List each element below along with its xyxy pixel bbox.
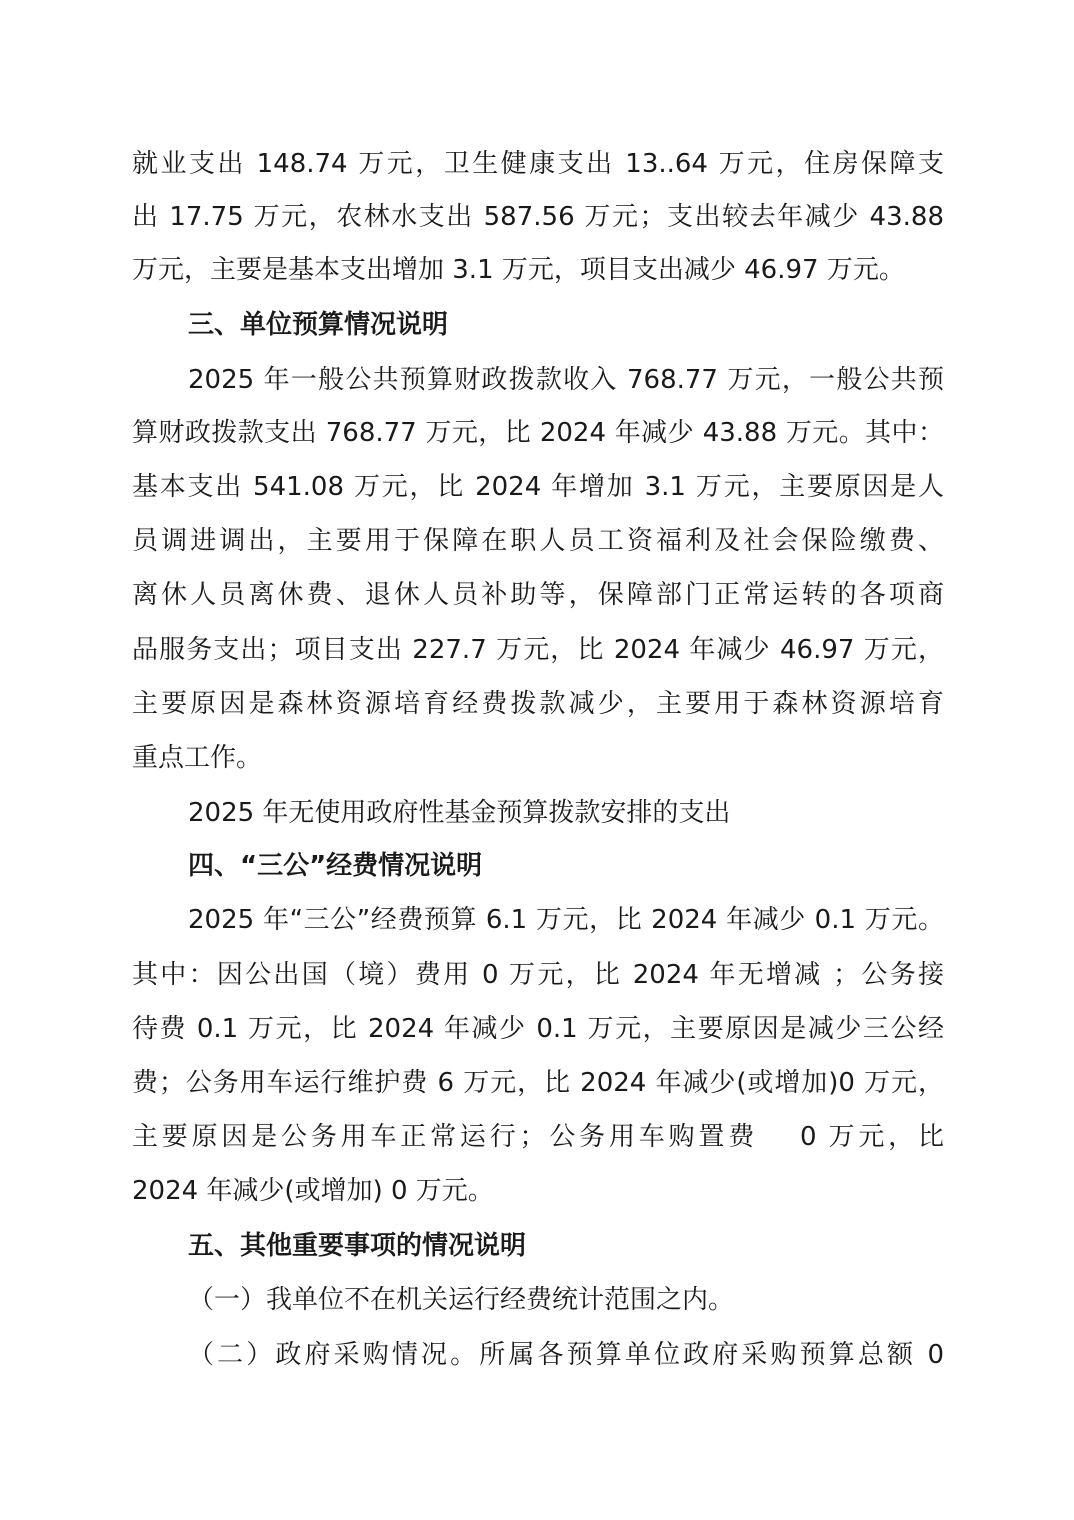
list-item: （二）政府采购情况。所属各预算单位政府采购预算总额 0 — [188, 1340, 944, 1370]
paragraph-line: 主要原因是公务用车正常运行；公务用车购置费 0 万元，比 — [132, 1122, 944, 1152]
section-heading: 四、“三公”经费情况说明 — [188, 851, 483, 881]
paragraph-line: 2025 年无使用政府性基金预算拨款安排的支出 — [188, 798, 731, 828]
paragraph-line: 待费 0.1 万元，比 2024 年减少 0.1 万元，主要原因是减少三公经 — [132, 1014, 944, 1044]
paragraph-line: 算财政拨款支出 768.77 万元，比 2024 年减少 43.88 万元。其中： — [132, 418, 944, 448]
section-heading: 三、单位预算情况说明 — [188, 310, 449, 340]
paragraph-line: 2024 年减少(或增加) 0 万元。 — [132, 1176, 494, 1206]
paragraph-line: 出 17.75 万元，农林水支出 587.56 万元；支出较去年减少 43.88 — [132, 202, 944, 232]
paragraph-line: 其中：因公出国（境）费用 0 万元，比 2024 年无增减 ；公务接 — [132, 960, 944, 990]
paragraph-line: 离休人员离休费、退休人员补助等，保障部门正常运转的各项商 — [132, 580, 944, 610]
paragraph-line: 费；公务用车运行维护费 6 万元，比 2024 年减少(或增加)0 万元， — [132, 1068, 944, 1098]
paragraph-line: 2025 年一般公共预算财政拨款收入 768.77 万元，一般公共预 — [188, 365, 944, 395]
paragraph-line: 主要原因是森林资源培育经费拨款减少，主要用于森林资源培育 — [132, 689, 944, 719]
paragraph-line: 就业支出 148.74 万元，卫生健康支出 13..64 万元，住房保障支 — [132, 149, 944, 179]
list-item: （一）我单位不在机关运行经费统计范围之内。 — [188, 1285, 735, 1315]
section-heading: 五、其他重要事项的情况说明 — [188, 1231, 527, 1261]
paragraph-line: 基本支出 541.08 万元，比 2024 年增加 3.1 万元，主要原因是人 — [132, 472, 944, 502]
paragraph-line: 2025 年“三公”经费预算 6.1 万元，比 2024 年减少 0.1 万元。 — [188, 905, 944, 935]
paragraph-line: 万元，主要是基本支出增加 3.1 万元，项目支出减少 46.97 万元。 — [132, 255, 905, 285]
paragraph-line: 重点工作。 — [132, 743, 263, 773]
paragraph-line: 员调进调出，主要用于保障在职人员工资福利及社会保险缴费、 — [132, 526, 944, 556]
paragraph-line: 品服务支出；项目支出 227.7 万元，比 2024 年减少 46.97 万元， — [132, 635, 944, 665]
